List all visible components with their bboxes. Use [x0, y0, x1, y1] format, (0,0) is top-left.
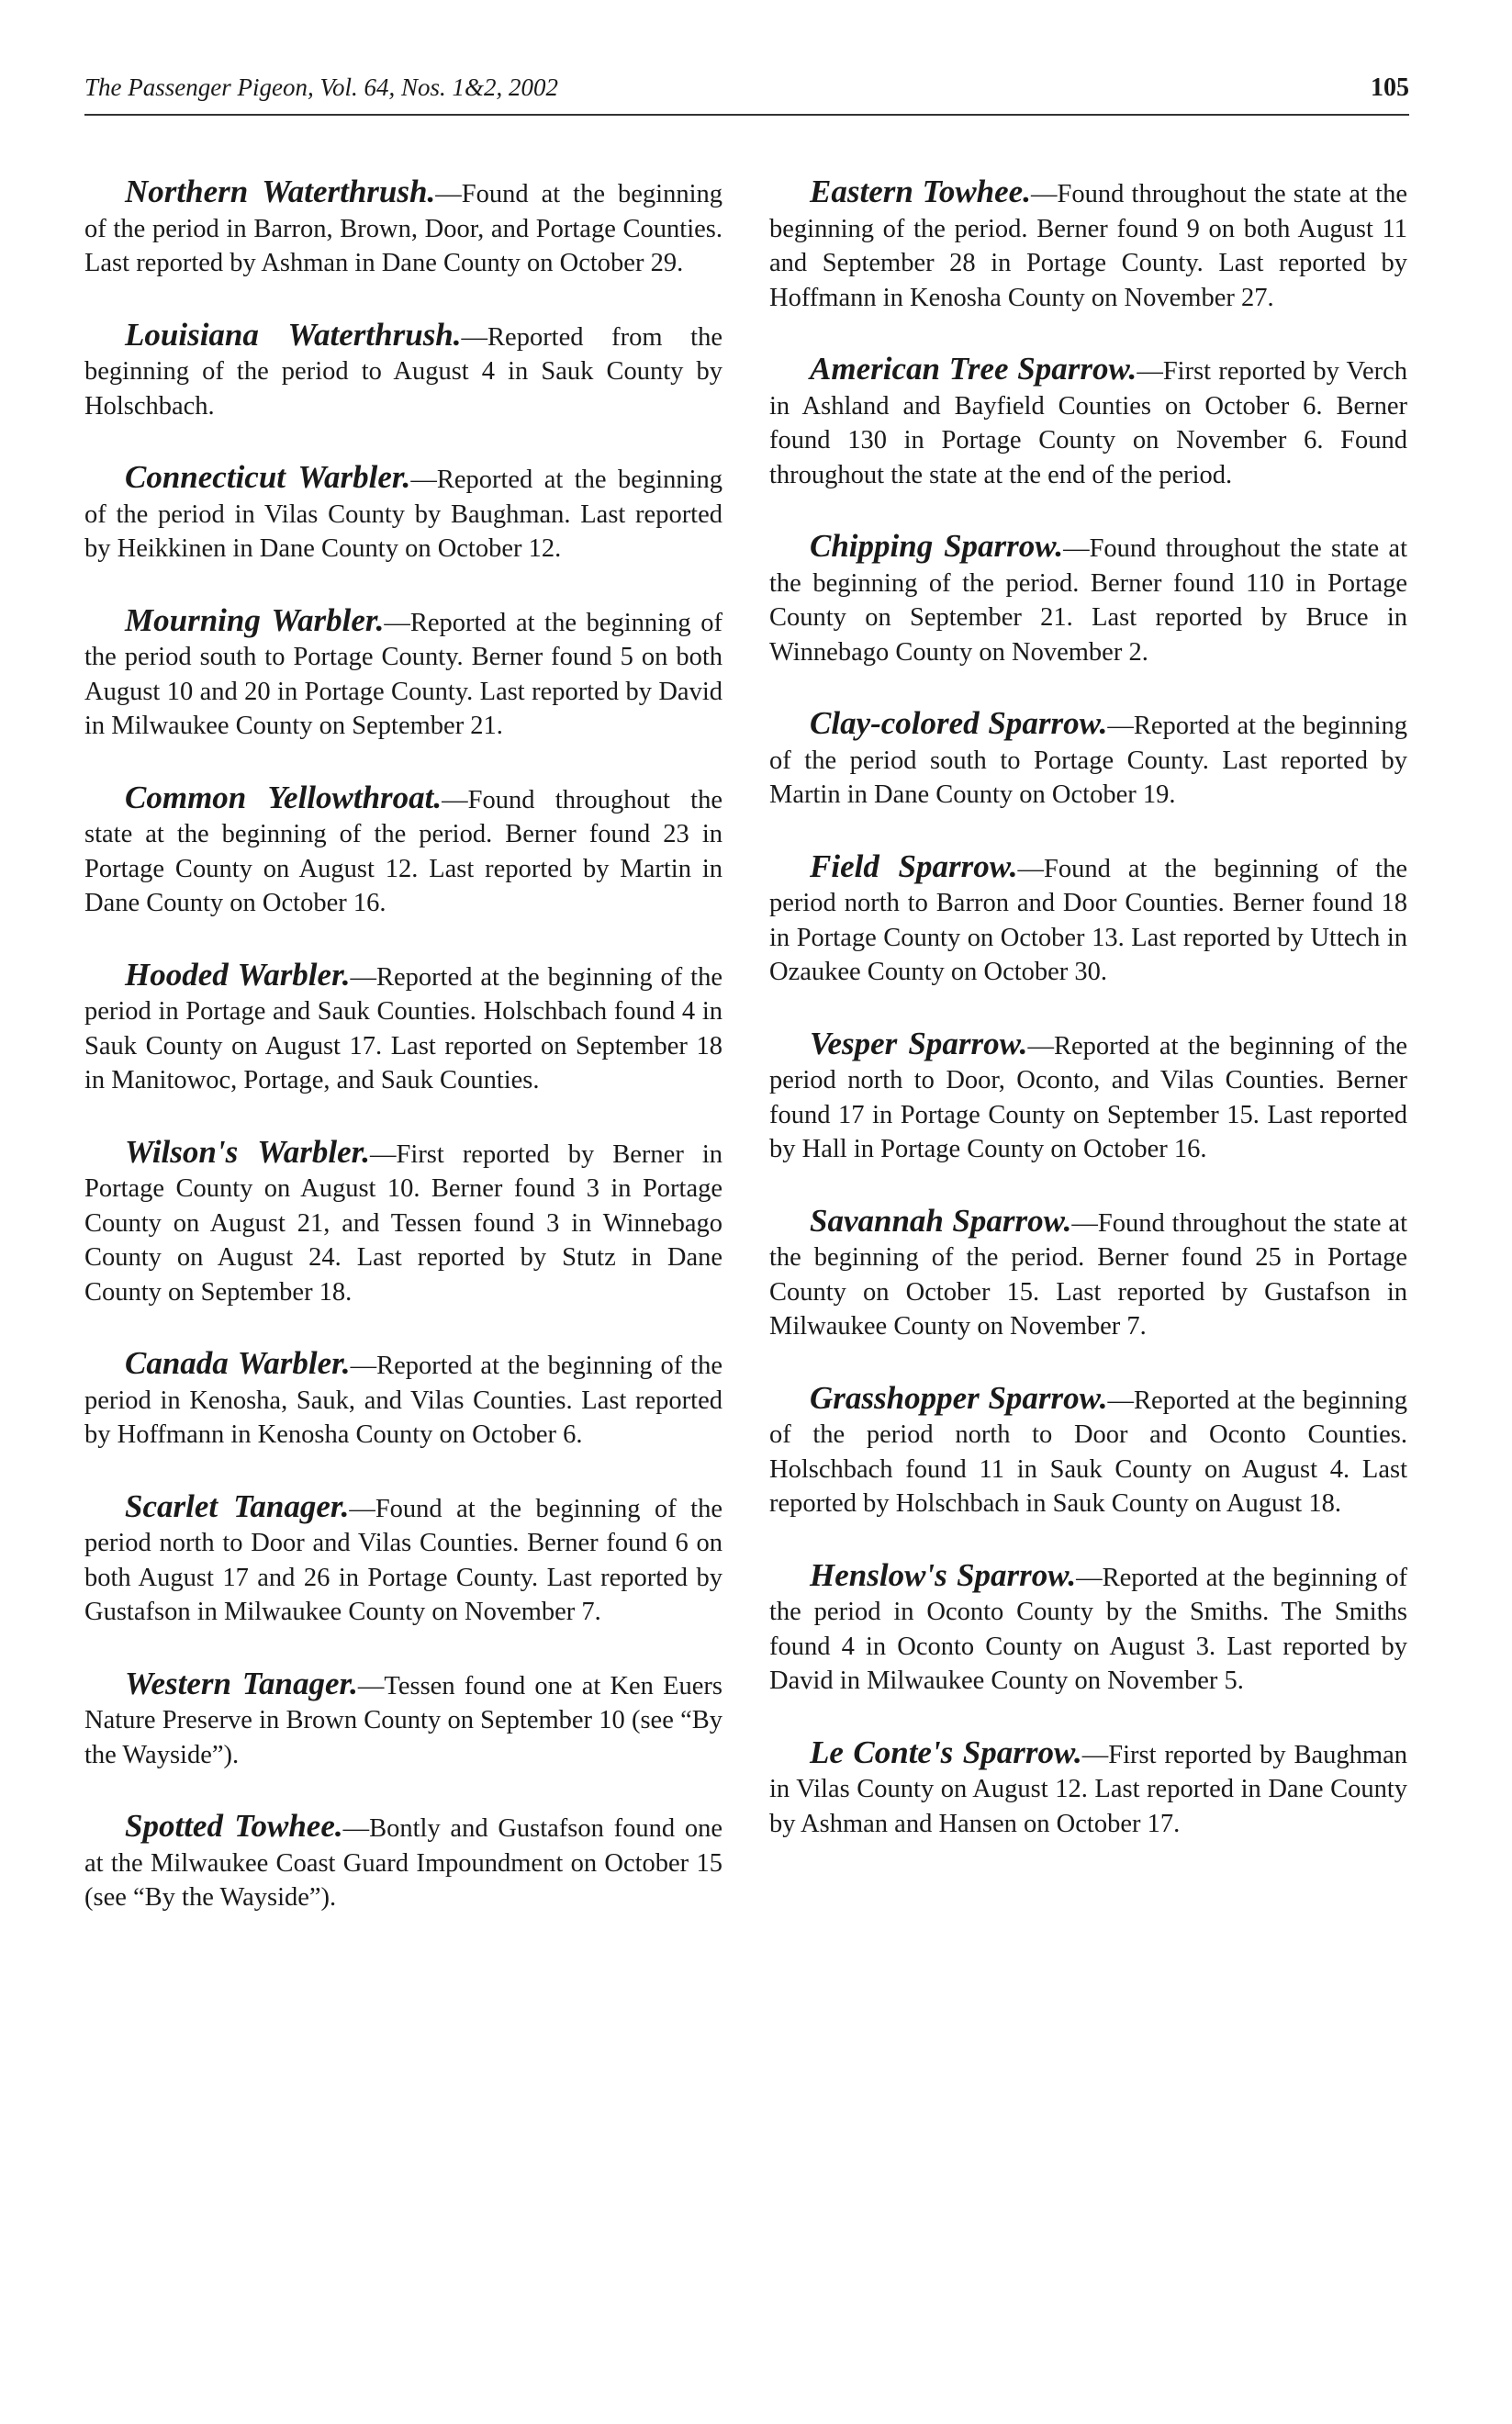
species-entry	[84, 460, 722, 567]
species-entry	[84, 174, 722, 281]
species-name: Field Sparrow.	[810, 847, 1018, 884]
species-text: —Found at the beginning of the period north to Door and Vilas Counties. Berner found 6 on both August 17 and 26 in Portage County. Last reported by Gustafson in Milwaukee County on November 7.	[84, 1494, 723, 1626]
species-text: —Found throughout the state at the beginning of the period. Berner found 110 in Portage County on September 21. Last reported by Bruce in Winnebago County on November 2.	[769, 534, 1407, 667]
species-name: Vesper Sparrow.	[810, 1025, 1028, 1061]
page-number: 105	[1371, 73, 1409, 102]
species-name: Clay-colored Sparrow.	[810, 705, 1108, 741]
species-entry	[769, 174, 1407, 315]
species-text: —Reported at the beginning of the period north to Door, Oconto, and Vilas Counties. Berner found 17 in Portage County on September 15. Last reported by Hall in Portage County on October 16.	[769, 1031, 1407, 1163]
species-name: Common Yellowthroat.	[125, 779, 442, 815]
running-header	[84, 70, 1409, 116]
species-entry	[84, 780, 722, 921]
species-text: —Reported at the beginning of the period south to Portage County. Last reported by Martin in Dane County on October 19.	[769, 712, 1407, 809]
species-name: Mourning Warbler.	[125, 601, 385, 638]
species-text: —Found at the beginning of the period north to Barron and Door Counties. Berner found 18 in Portage County on October 13. Last reported by Uttech in Ozaukee County on October 30.	[769, 854, 1407, 986]
species-text: —Reported at the beginning of the period in Vilas County by Baughman. Last reported by Heikkinen in Dane County on October 12.	[84, 466, 722, 563]
species-entry	[84, 958, 722, 1098]
species-text: —Reported from the beginning of the period to August 4 in Sauk County by Holschbach.	[84, 322, 722, 421]
species-text: —Reported at the beginning of the period north to Door and Oconto Counties. Holschbach found 11 in Sauk County on August 4. Last reported by Holschbach in Sauk County on August 18.	[769, 1386, 1407, 1518]
species-entry	[769, 1558, 1407, 1699]
right-column	[769, 174, 1407, 1878]
species-entry	[769, 1381, 1407, 1521]
species-text: —Found throughout the state at the beginning of the period. Berner found 23 in Portage County on August 12. Last reported by Martin in Dane County on October 16.	[84, 785, 722, 917]
species-entry	[769, 1204, 1407, 1344]
species-text: —First reported by Verch in Ashland and Bayfield Counties on October 6. Berner found 130 in Portage County on November 6. Found throughout the state at the end of the period.	[769, 357, 1407, 489]
species-entry	[769, 849, 1407, 990]
species-entry	[84, 1809, 722, 1915]
species-name: Eastern Towhee.	[810, 174, 1031, 209]
left-column	[84, 174, 722, 1952]
species-name: Henslow's Sparrow.	[810, 1556, 1077, 1593]
species-name: Savannah Sparrow.	[810, 1202, 1072, 1239]
species-name: Wilson's Warbler.	[125, 1133, 371, 1170]
species-text: —Tessen found one at Ken Euers Nature Preserve in Brown County on September 10 (see “By the Wayside”).	[84, 1671, 722, 1769]
species-name: Canada Warbler.	[125, 1345, 351, 1381]
species-text: —Found throughout the state at the beginning of the period. Berner found 25 in Portage County on October 15. Last reported by Gustafson in Milwaukee County on November 7.	[769, 1208, 1407, 1341]
species-name: Spotted Towhee.	[125, 1808, 343, 1844]
species-text: —Reported at the beginning of the period in Portage and Sauk Counties. Holschbach found 4 in Sauk County on August 17. Last reported on September 18 in Manitowoc, Portage, and Sauk Counties.	[84, 962, 722, 1094]
species-entry	[769, 1735, 1407, 1842]
species-entry	[84, 603, 722, 744]
species-entry	[769, 529, 1407, 669]
species-name: Hooded Warbler.	[125, 956, 351, 993]
species-name: Grasshopper Sparrow.	[810, 1379, 1108, 1416]
species-entry	[769, 1027, 1407, 1167]
species-entry	[84, 318, 722, 424]
species-text: —First reported by Baughman in Vilas County on August 12. Last reported in Dane County by Ashman and Hansen on October 17.	[769, 1740, 1407, 1838]
species-text: —Found throughout the state at the beginning of the period. Berner found 9 on both August 11 and September 28 in Portage County. Last reported by Hoffmann in Kenosha County on November 27.	[769, 180, 1407, 312]
species-entry	[84, 1489, 722, 1630]
species-text: —Reported at the beginning of the period in Kenosha, Sauk, and Vilas Counties. Last reported by Hoffmann in Kenosha County on October 6.	[84, 1352, 722, 1449]
species-entry	[84, 1666, 722, 1773]
species-name: Connecticut Warbler.	[125, 459, 411, 495]
species-entry	[84, 1346, 722, 1453]
species-text: —Found at the beginning of the period in Barron, Brown, Door, and Portage Counties. Last reported by Ashman in Dane County on October 29.	[84, 180, 722, 277]
species-name: Scarlet Tanager.	[125, 1487, 350, 1524]
species-name: Louisiana Waterthrush.	[125, 316, 462, 353]
species-name: Western Tanager.	[125, 1665, 358, 1701]
species-text: —Reported at the beginning of the period south to Portage County. Berner found 5 on both August 10 and 20 in Portage County. Last reported by David in Milwaukee County on September 21.	[84, 608, 722, 740]
species-entry	[769, 352, 1407, 492]
species-entry	[84, 1135, 722, 1310]
species-name: Chipping Sparrow.	[810, 528, 1064, 564]
species-text: —First reported by Berner in Portage County on August 10. Berner found 3 in Portage County on August 21, and Tessen found 3 in Winnebago County on August 24. Last reported by Stutz in Dane County on September 18.	[84, 1139, 722, 1307]
species-text: —Reported at the beginning of the period in Oconto County by the Smiths. The Smiths found 4 in Oconto County on August 3. Last reported by David in Milwaukee County on November 5.	[769, 1563, 1407, 1695]
journal-title: The Passenger Pigeon, Vol. 64, Nos. 1&2, 2002	[84, 73, 558, 101]
species-name: American Tree Sparrow.	[810, 351, 1137, 387]
species-name: Le Conte's Sparrow.	[810, 1734, 1082, 1770]
species-text: —Bontly and Gustafson found one at the Milwaukee Coast Guard Impoundment on October 15 (see “By the Wayside”).	[84, 1814, 722, 1912]
species-name: Northern Waterthrush.	[125, 174, 436, 209]
species-entry	[769, 706, 1407, 813]
